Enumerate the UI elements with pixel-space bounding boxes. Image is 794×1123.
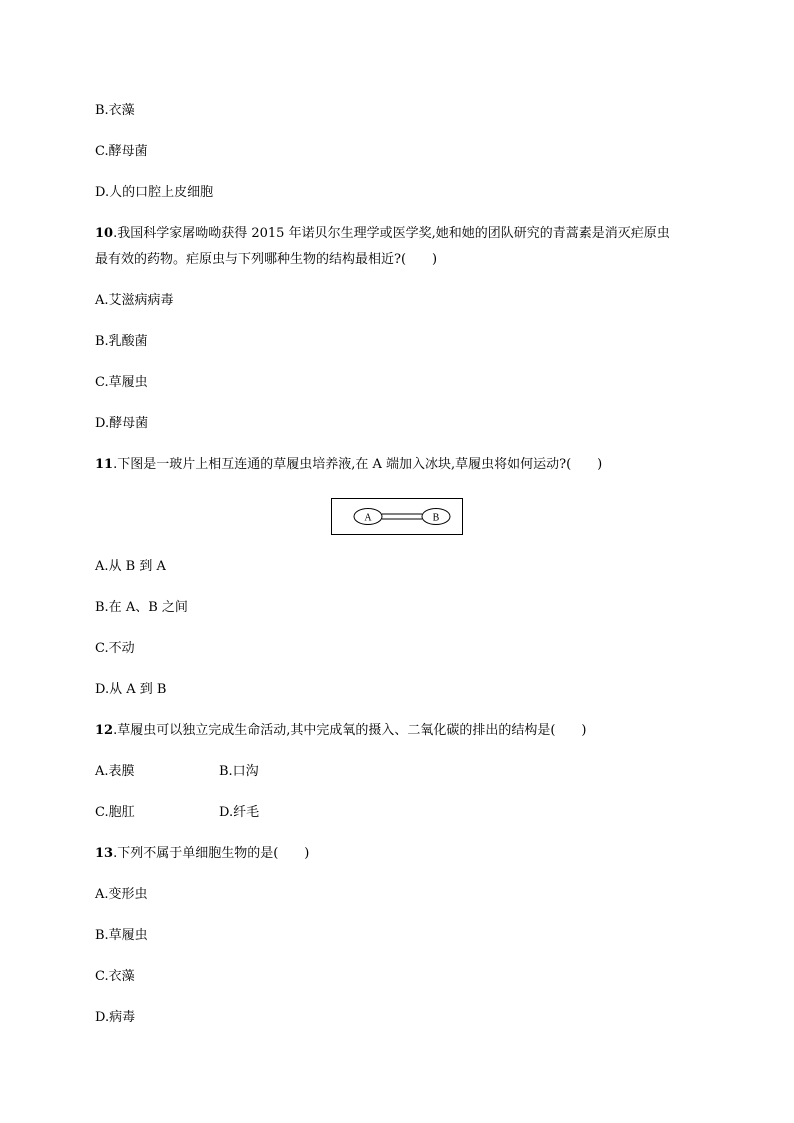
q12-option-b: B.口沟 — [219, 764, 259, 779]
q12-option-c: C.胞肛 — [95, 805, 135, 820]
q13-stem — [95, 845, 309, 863]
q12-option-d: D.纤毛 — [219, 805, 260, 820]
q12-text: .草履虫可以独立完成生命活动,其中完成氧的摄入、二氧化碳的排出的结构是( ) — [113, 723, 587, 738]
q11-number: 11 — [95, 457, 114, 472]
q11-option-c: C.不动 — [95, 641, 135, 656]
q13-option-a: A.变形虫 — [95, 887, 148, 902]
q13-option-c: C.衣藻 — [95, 969, 135, 984]
q9-option-c: C.酵母菌 — [95, 144, 148, 159]
q10-text-line2: 最有效的药物。疟原虫与下列哪种生物的结构最相近?( ) — [95, 252, 438, 267]
q10-option-d: D.酵母菌 — [95, 416, 149, 431]
q10-option-c: C.草履虫 — [95, 375, 148, 390]
q11-text: .下图是一玻片上相互连通的草履虫培养液,在 A 端加入冰块,草履虫将如何运动?( ) — [113, 457, 603, 472]
q11-option-b: B.在 A、B 之间 — [95, 600, 188, 615]
q13-number: 13 — [95, 846, 114, 861]
label-b: B — [432, 512, 440, 524]
q13-text: .下列不属于单细胞生物的是( ) — [113, 846, 310, 861]
q13-option-b: B.草履虫 — [95, 928, 148, 943]
q9-option-d: D.人的口腔上皮细胞 — [95, 185, 214, 200]
q11-option-d: D.从 A 到 B — [95, 682, 167, 697]
q11-stem — [95, 456, 602, 474]
q12-number: 12 — [95, 723, 114, 738]
label-a: A — [364, 512, 372, 524]
q12-option-a: A.表膜 — [95, 764, 135, 779]
q12-stem — [95, 722, 587, 740]
q11-option-a: A.从 B 到 A — [95, 559, 166, 574]
q10-number: 10 — [95, 226, 114, 241]
q10-option-b: B.乳酸菌 — [95, 334, 148, 349]
q10-text-line1: .我国科学家屠呦呦获得 2015 年诺贝尔生理学或医学奖,她和她的团队研究的青蒿素是消灭疟原虫 — [113, 226, 670, 241]
q13-option-d: D.病毒 — [95, 1010, 136, 1025]
q9-option-b: B.衣藻 — [95, 103, 135, 118]
slide-diagram — [331, 498, 463, 535]
q10-option-a: A.艾滋病病毒 — [95, 293, 174, 308]
q10-stem-line1 — [95, 225, 670, 243]
diagram-frame — [332, 499, 463, 535]
